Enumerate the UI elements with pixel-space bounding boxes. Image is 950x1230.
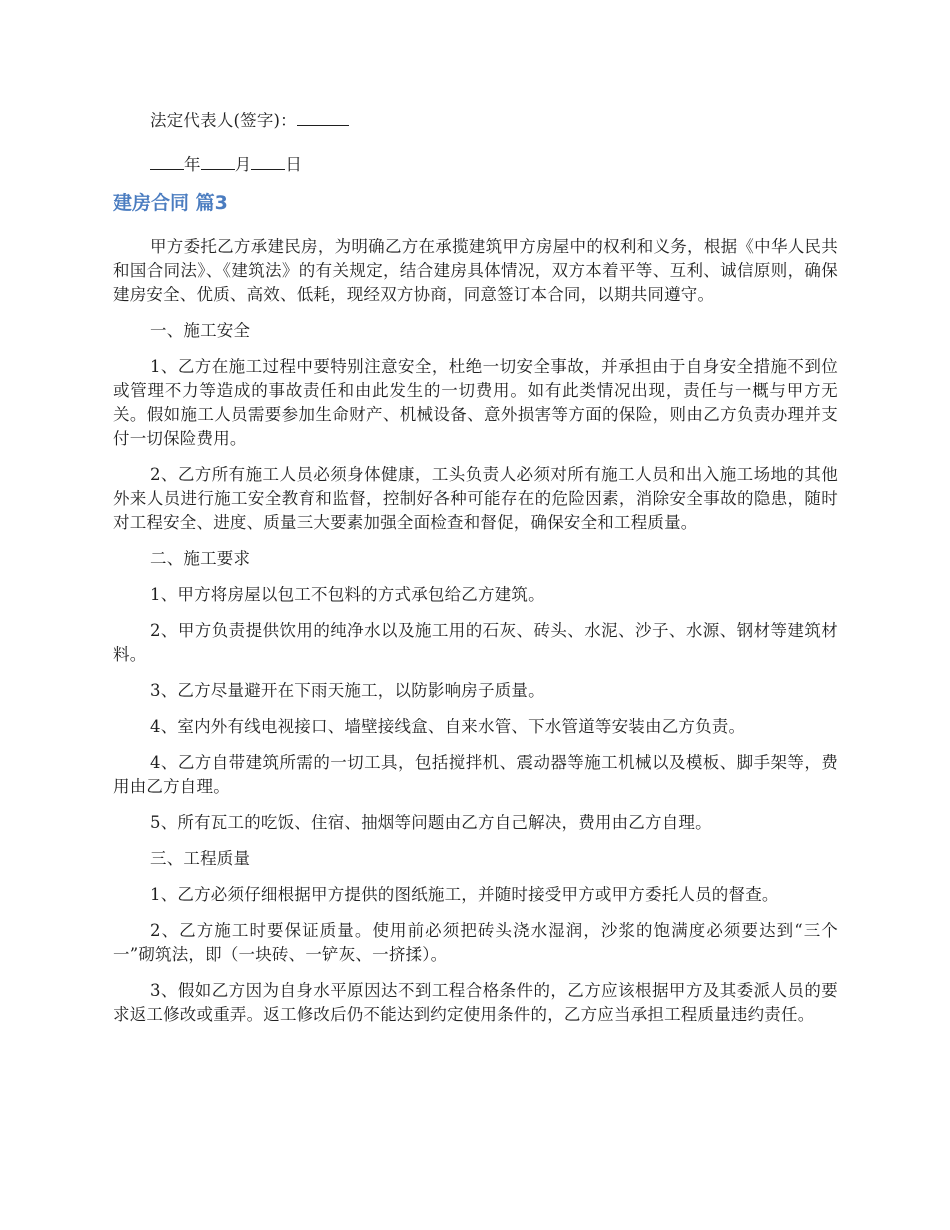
- section-title-safety: 一、施工安全: [150, 321, 251, 340]
- requirement-clause-1: 1、甲方将房屋以包工不包料的方式承包给乙方建筑。: [150, 585, 545, 604]
- safety-clause-2: 2、乙方所有施工人员必须身体健康，工头负责人必须对所有施工人员和出入施工场地的其他外来人员进行施工安全教育和监督，控制好各种可能存在的危险因素，消除安全事故的隐患，随时对工程安全、进度、质量三大要素加强全面检查和督促，确保安全和工程质量。: [113, 465, 838, 532]
- section-heading: 建房合同 篇3: [113, 192, 228, 214]
- quality-clause-1: 1、乙方必须仔细根据甲方提供的图纸施工，并随时接受甲方或甲方委托人员的督查。: [150, 885, 779, 904]
- day-blank: [251, 152, 285, 170]
- quality-clause-3: 3、假如乙方因为自身水平原因达不到工程合格条件的，乙方应该根据甲方及其委派人员的要求返工修改或重弄。返工修改后仍不能达到约定使用条件的，乙方应当承担工程质量违约责任。: [113, 981, 838, 1024]
- intro-paragraph: 甲方委托乙方承建民房，为明确乙方在承揽建筑甲方房屋中的权利和义务，根据《中华人民共和国合同法》、《建筑法》的有关规定，结合建房具体情况，双方本着平等、互利、诚信原则，确保建房安全、优质、高效、低耗，现经双方协商，同意签订本合同，以期共同遵守。: [113, 237, 838, 304]
- requirement-clause-2: 2、甲方负责提供饮用的纯净水以及施工用的石灰、砖头、水泥、沙子、水源、钢材等建筑材料。: [113, 621, 838, 664]
- safety-clause-1: 1、乙方在施工过程中要特别注意安全，杜绝一切安全事故，并承担由于自身安全措施不到位或管理不力等造成的事故责任和由此发生的一切费用。如有此类情况出现，责任与一概与甲方无关。假如施工人员需要参加生命财产、机械设备、意外损害等方面的保险，则由乙方负责办理并支付一切保险费用。: [113, 357, 838, 448]
- requirement-clause-4a: 4、室内外有线电视接口、墙壁接线盒、自来水管、下水管道等安装由乙方负责。: [150, 717, 746, 736]
- requirement-clause-5: 5、所有瓦工的吃饭、住宿、抽烟等问题由乙方自己解决，费用由乙方自理。: [150, 813, 712, 832]
- requirement-clause-3: 3、乙方尽量避开在下雨天施工，以防影响房子质量。: [150, 681, 545, 700]
- year-blank: [150, 152, 184, 170]
- signature-label: 法定代表人(签字)：: [150, 111, 297, 130]
- signature-line: [113, 108, 838, 133]
- requirement-clause-4b: 4、乙方自带建筑所需的一切工具，包括搅拌机、震动器等施工机械以及模板、脚手架等，费用由乙方自理。: [113, 753, 838, 796]
- quality-clause-2: 2、乙方施工时要保证质量。使用前必须把砖头浇水湿润，沙浆的饱满度必须要达到“三个一”砌筑法，即（一块砖、一铲灰、一挤揉）。: [113, 921, 838, 964]
- date-line: [113, 152, 838, 177]
- section-title-requirements: 二、施工要求: [150, 549, 251, 568]
- section-title-quality: 三、工程质量: [150, 849, 251, 868]
- day-label: 日: [285, 155, 303, 174]
- year-label: 年: [184, 155, 201, 174]
- month-blank: [201, 152, 235, 170]
- month-label: 月: [234, 155, 252, 174]
- signature-blank: [297, 108, 349, 126]
